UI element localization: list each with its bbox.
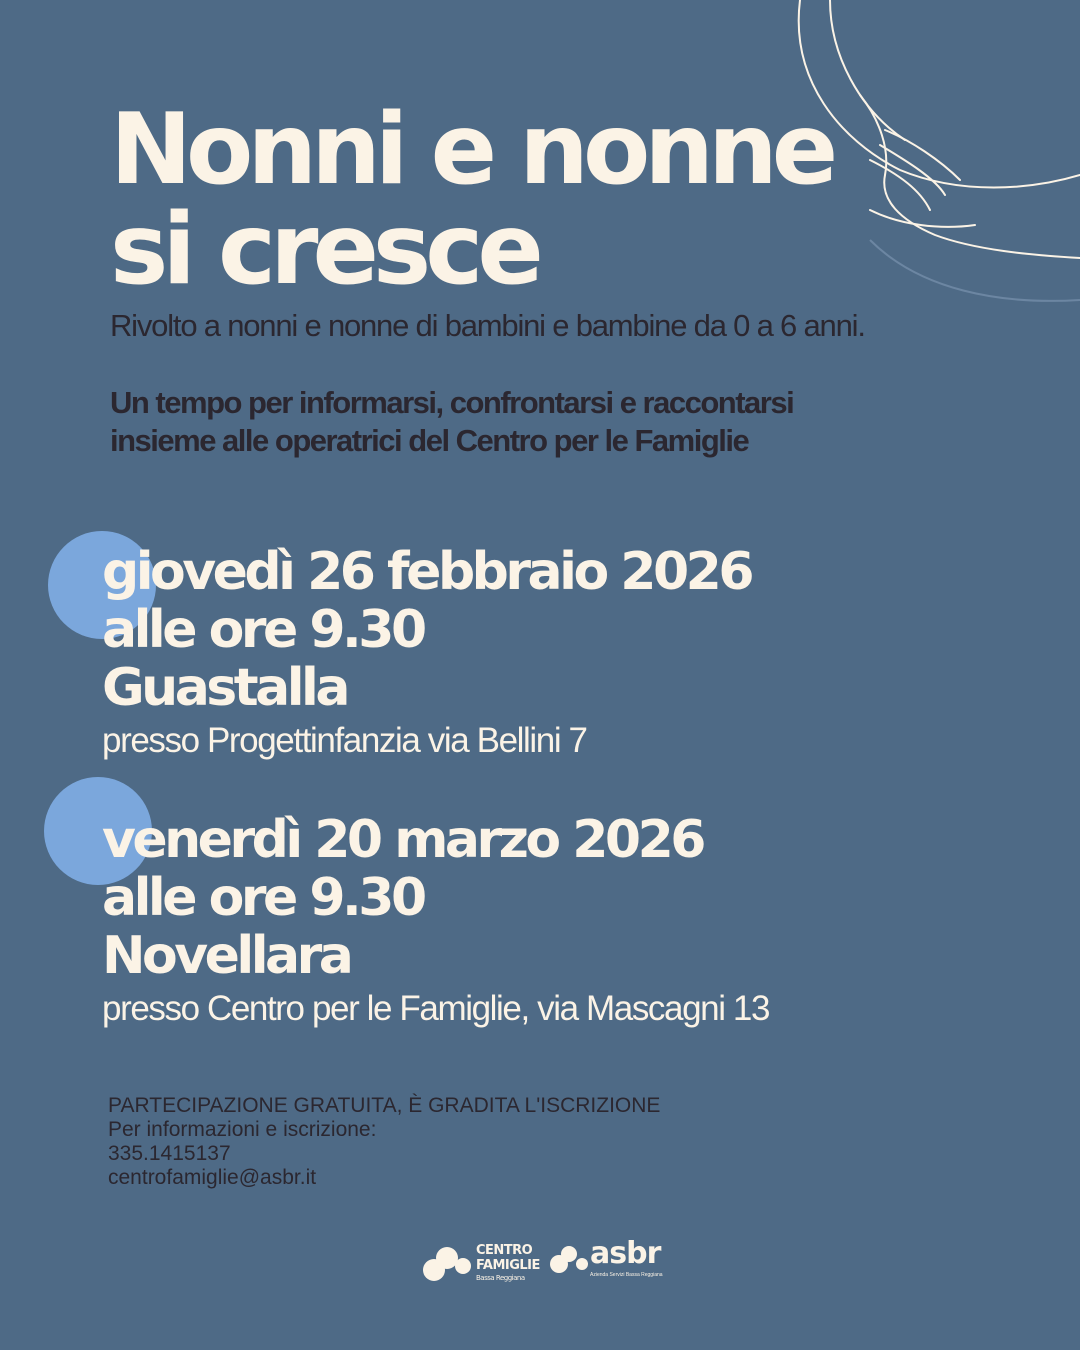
- event-1-city: Guastalla: [102, 658, 347, 718]
- info-free-entry: PARTECIPAZIONE GRATUITA, È GRADITA L'ISCRIZIONE: [108, 1094, 661, 1117]
- centro-famiglie-dots-icon: [420, 1240, 474, 1286]
- info-phone: 335.1415137: [108, 1142, 231, 1165]
- event-2-time: alle ore 9.30: [102, 868, 424, 928]
- subtitle: Rivolto a nonni e nonne di bambini e bambine da 0 a 6 anni.: [110, 308, 865, 343]
- event-2-date: venerdì 20 marzo 2026: [102, 810, 703, 870]
- centro-logo-line-1: CENTRO: [476, 1243, 533, 1258]
- asbr-dots-icon: [548, 1240, 590, 1286]
- description-line-2: insieme alle operatrici del Centro per le Famiglie: [110, 423, 749, 458]
- event-2: [102, 811, 769, 1031]
- event-1-date: giovedì 26 febbraio 2026: [102, 542, 752, 602]
- centro-logo-line-3: Bassa Reggiana: [476, 1274, 525, 1282]
- event-1-place: presso Progettinfanzia via Bellini 7: [102, 721, 587, 760]
- event-2-city: Novellara: [102, 926, 351, 986]
- info-email: centrofamiglie@asbr.it: [108, 1166, 317, 1189]
- asbr-logo-sub: Azienda Servizi Bassa Reggiana: [590, 1272, 663, 1278]
- centro-logo-line-2: FAMIGLIE: [476, 1258, 540, 1273]
- title-line-1: Nonni e nonne: [110, 93, 833, 207]
- event-1-time: alle ore 9.30: [102, 600, 424, 660]
- asbr-logo: [548, 1236, 668, 1286]
- title-line-2: si cresce: [110, 193, 538, 307]
- event-1: [102, 543, 751, 763]
- description: [110, 384, 793, 460]
- info-contacts-label: Per informazioni e iscrizione:: [108, 1118, 377, 1141]
- asbr-logo-name: asbr: [590, 1236, 661, 1271]
- event-2-place: presso Centro per le Famiglie, via Mascagni 13: [102, 989, 770, 1028]
- info-block: [108, 1094, 660, 1190]
- page-title: [110, 93, 833, 307]
- centro-famiglie-logo: [420, 1240, 540, 1286]
- description-line-1: Un tempo per informarsi, confrontarsi e raccontarsi: [110, 385, 794, 420]
